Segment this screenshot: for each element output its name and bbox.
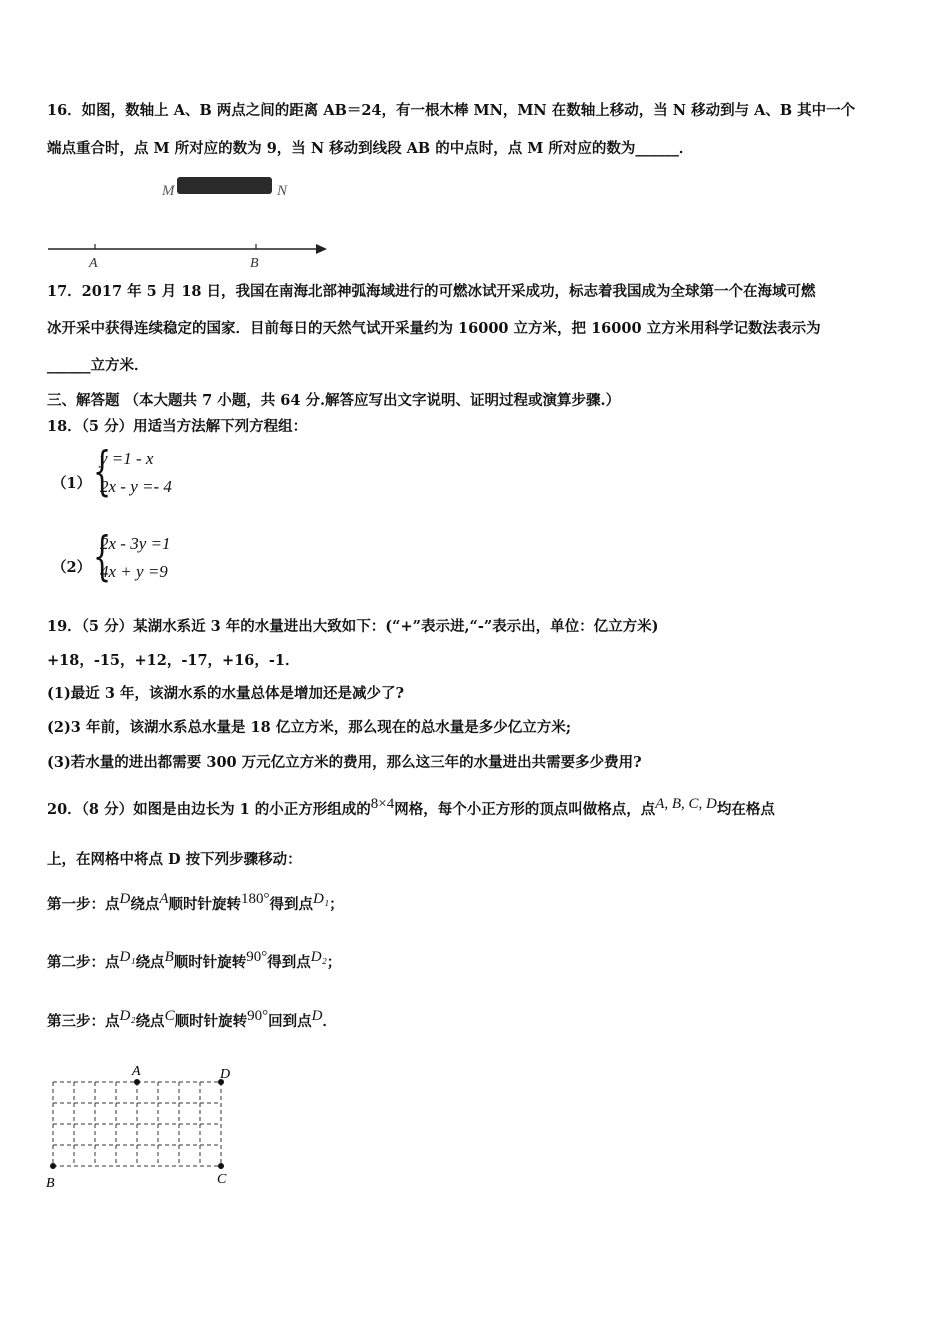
step2-text-b: 绕点 bbox=[135, 954, 165, 971]
q17-line2: 冰开采中获得连续稳定的国家．目前每日的天然气试开采量约为 16000 立方米，把 16000 立方米用科学记数法表示为 bbox=[47, 320, 821, 337]
q16-line1: 16．如图，数轴上 A、B 两点之间的距离 AB＝24，有一根木棒 MN，MN 在数轴上移动，当 N 移动到与 A、B 其中一个 bbox=[47, 102, 856, 119]
step3-text-e: ． bbox=[322, 1013, 337, 1030]
step1-text-a: 第一步：点 bbox=[47, 896, 120, 913]
step1-point-d: D bbox=[119, 891, 131, 907]
q18-part1-brace: { bbox=[93, 442, 112, 502]
number-line-figure bbox=[40, 170, 340, 275]
q20-grid-size: 8×4 bbox=[370, 796, 395, 812]
step2-point-d1: D₁ bbox=[119, 949, 136, 965]
step1-degree: 180° bbox=[241, 891, 270, 907]
q20-line1 bbox=[47, 796, 775, 820]
step3-text-a: 第三步：点 bbox=[47, 1013, 120, 1030]
grid-label-a: A bbox=[132, 1064, 141, 1079]
step1-text-b: 绕点 bbox=[130, 896, 160, 913]
q19-sub1: (1)最近 3 年，该湖水系的水量总体是增加还是减少了? bbox=[47, 685, 404, 702]
q20-line2: 上，在网格中将点 D 按下列步骤移动： bbox=[47, 851, 302, 868]
step3-point-d: D bbox=[311, 1008, 323, 1024]
label-b: B bbox=[250, 256, 259, 271]
label-a: A bbox=[89, 256, 98, 271]
q17-line3: ______立方米． bbox=[47, 357, 149, 374]
step3-text-d: 回到点 bbox=[268, 1013, 312, 1030]
step3-point-d2: D₂ bbox=[119, 1008, 136, 1024]
point-c bbox=[218, 1163, 224, 1169]
q18-p2-eq1: 2x - 3y =1 bbox=[100, 534, 171, 553]
q19-title: 19．（5 分）某湖水系近 3 年的水量进出大致如下：(“+”表示进,“-”表示出，单位：亿立方米) bbox=[47, 618, 659, 635]
q20-step3 bbox=[47, 1008, 337, 1032]
step1-text-d: 得到点 bbox=[269, 896, 314, 913]
q16-line2: 端点重合时，点 M 所对应的数为 9，当 N 移动到线段 AB 的中点时，点 M 所对应的数为______． bbox=[47, 140, 694, 157]
grid-label-b: B bbox=[46, 1176, 55, 1191]
label-n: N bbox=[277, 183, 288, 199]
q20-step1 bbox=[47, 891, 344, 915]
point-b bbox=[50, 1163, 56, 1169]
q19-data: +18，-15，+12，-17，+16，-1． bbox=[47, 652, 300, 669]
step1-text-e: ； bbox=[329, 896, 344, 913]
step2-point-b: B bbox=[164, 949, 174, 965]
grid-label-c: C bbox=[217, 1172, 227, 1187]
q18-part2-brace: { bbox=[93, 527, 112, 587]
step2-point-d2: D₂ bbox=[310, 949, 327, 965]
q18-p1-eq2: 2x - y =- 4 bbox=[100, 477, 172, 496]
step1-text-c: 顺时针旋转 bbox=[168, 896, 242, 913]
grid-label-d: D bbox=[220, 1067, 231, 1082]
q18-title: 18．（5 分）用适当方法解下列方程组： bbox=[47, 418, 308, 435]
step2-text-e: ； bbox=[326, 954, 342, 971]
q18-p2-eq2: 4x + y =9 bbox=[100, 562, 168, 581]
q18-part1-label: （1） bbox=[52, 475, 92, 492]
q20-line1-c: 均在格点 bbox=[716, 801, 775, 818]
q20-step2 bbox=[47, 949, 342, 973]
q19-sub2: (2)3 年前，该湖水系总水量是 18 亿立方米，那么现在的总水量是多少亿立方米; bbox=[47, 719, 572, 736]
step1-point-a: A bbox=[159, 891, 169, 907]
grid-lines bbox=[53, 1082, 221, 1166]
step2-text-c: 顺时针旋转 bbox=[173, 954, 247, 971]
axis-arrow bbox=[316, 244, 327, 254]
q20-points: A, B, C, D bbox=[655, 796, 717, 812]
q17-line1: 17．2017 年 5 月 18 日，我国在南海北部神弧海域进行的可燃冰试开采成功，标志着我国成为全球第一个在海域可燃 bbox=[47, 283, 816, 300]
step3-text-c: 顺时针旋转 bbox=[174, 1013, 248, 1030]
point-a bbox=[134, 1079, 140, 1085]
step2-text-d: 得到点 bbox=[267, 954, 311, 971]
step3-degree: 90° bbox=[247, 1008, 269, 1024]
q20-line1-b: 网格，每个小正方形的顶点叫做格点，点 bbox=[394, 801, 656, 818]
q18-p1-eq1: y =1 - x bbox=[100, 449, 154, 468]
q18-part2-label: （2） bbox=[52, 559, 92, 576]
step1-point-d1: D₁ bbox=[313, 891, 330, 907]
step2-degree: 90° bbox=[246, 949, 268, 965]
grid-figure bbox=[40, 1060, 240, 1195]
section3-title: 三、解答题 （本大题共 7 小题，共 64 分.解答应写出文字说明、证明过程或演算步骤.） bbox=[47, 392, 621, 409]
label-m: M bbox=[162, 183, 175, 199]
q19-sub3: (3)若水量的进出都需要 300 万元亿立方米的费用，那么这三年的水量进出共需要多少费用? bbox=[47, 754, 642, 771]
q20-line1-a: 20．（8 分）如图是由边长为 1 的小正方形组成的 bbox=[47, 801, 371, 818]
step2-text-a: 第二步：点 bbox=[47, 954, 120, 971]
step3-text-b: 绕点 bbox=[135, 1013, 165, 1030]
step3-point-c: C bbox=[164, 1008, 175, 1024]
stick-mn bbox=[177, 177, 272, 194]
